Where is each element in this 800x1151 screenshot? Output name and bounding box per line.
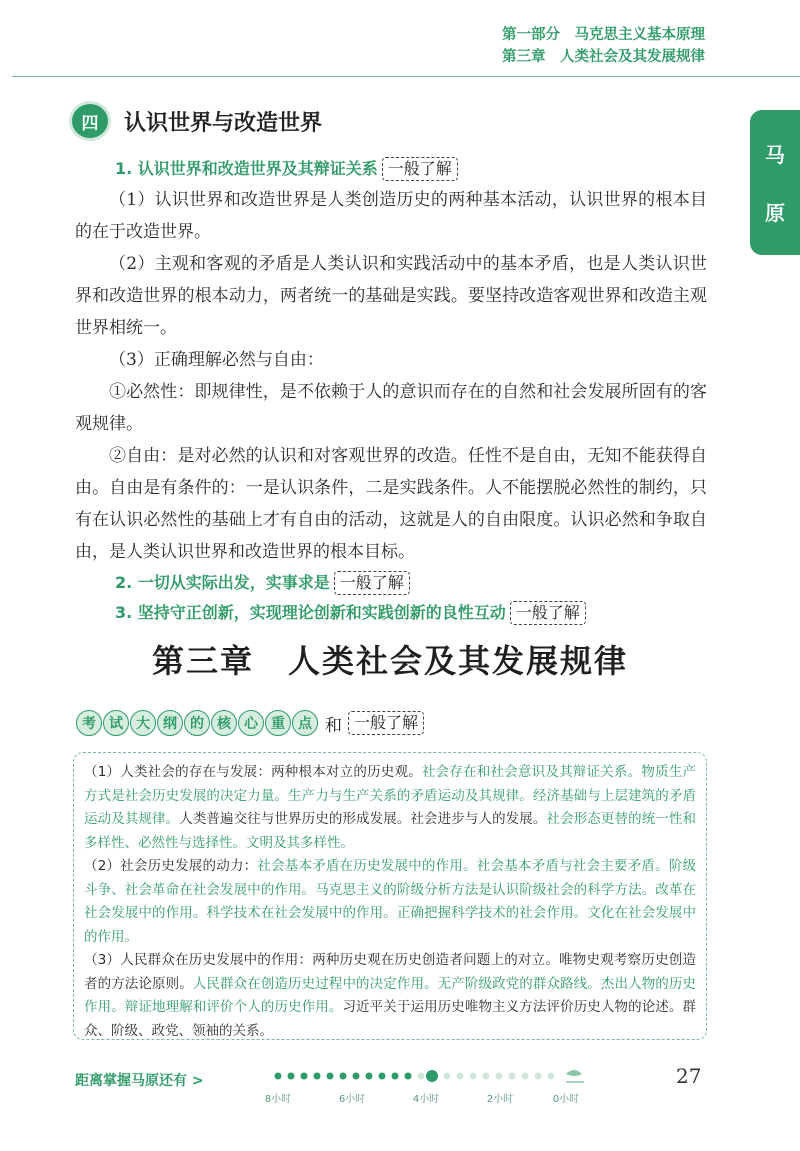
progress-dot [379,1073,386,1080]
level-badge: 一般了解 [334,571,410,595]
subheading-1-text: 1. 认识世界和改造世界及其辩证关系 [115,159,378,178]
level-badge: 一般了解 [382,157,458,181]
progress-label-2h: 2小时 [486,1094,514,1105]
syllabus-highlight: 人民群众在创造历史过程中的决定作用。无产阶级政党的群众路线。杰出人物的历史作用。辩证地理解和评价个人的历史作用。 [84,975,697,1015]
progress-dot [418,1073,425,1080]
section-title: 认识世界与改造世界 [124,110,323,136]
paragraph-3: （3）正确理解必然与自由： [109,350,324,370]
progress-label-6h: 6小时 [338,1094,366,1105]
side-tab-ma-yuan[interactable] [750,110,800,255]
outline-chip: 考 [76,710,102,736]
progress-dot [275,1073,282,1080]
syllabus-highlight: 社会形态更替的统一性和多样性、必然性与选择性。文明及其多样性。 [84,811,697,851]
progress-dot [496,1073,503,1080]
subheading-2-text: 2. 一切从实际出发，实事求是 [115,573,330,592]
outline-chip: 的 [184,710,210,736]
syllabus-item-2 [84,855,696,949]
progress-dot [301,1073,308,1080]
syllabus-text: （2）社会历史发展的动力： [84,858,258,874]
progress-dot [470,1073,477,1080]
section-number-badge: 四 [72,104,108,138]
outline-and: 和 [325,715,342,736]
subheading-1 [115,154,707,184]
progress-dot [444,1073,451,1080]
outline-chip: 核 [211,710,237,736]
page-number: 27 [676,1064,702,1088]
progress-dot [366,1073,373,1080]
progress-dot [509,1073,516,1080]
progress-dot [353,1073,360,1080]
paragraph-5: ②自由：是对必然的认识和对客观世界的改造。任性不是自由，无知不能获得自由。自由是有条件的：一是认识条件，二是实践条件。人不能摆脱必然性的制约，只有在认识必然性的基础上才有自由的活动，这就是人的自由限度。认识必然和争取自由，是人类认识世界和改造世界的根本目标。 [75,446,707,562]
progress-label-0h: 0小时 [552,1094,580,1105]
progress-label-8h: 8小时 [264,1094,292,1105]
running-header [502,24,705,68]
subheading-3 [115,598,707,628]
paragraph-2: （2）主观和客观的矛盾是人类认识和实践活动中的基本矛盾，也是人类认识世界和改造世界的根本动力，两者统一的基础是实践。要坚持改造客观世界和改造主观世界相统一。 [75,254,707,338]
outline-chip: 大 [130,710,156,736]
progress-dot [288,1073,295,1080]
progress-caption: 距离掌握马原还有 > [75,1073,204,1089]
outline-chip: 点 [292,710,318,736]
side-tab-char-2: 原 [765,201,785,226]
level-badge: 一般了解 [348,711,424,735]
syllabus-text: （3）人民群众在历史发展中的作用：两种历史观在历史创造者问题上的对立。唯物史观考察历史创造者的方法论原则。 [84,952,696,992]
syllabus-text: 习近平关于运用历史唯物主义方法评价历史人物的论述。群众、阶级、政党、领袖的关系。 [84,999,697,1039]
study-progress [266,1064,586,1114]
section-body [75,154,707,628]
progress-marker [426,1070,438,1082]
syllabus-text: （1）人类社会的存在与发展：两种根本对立的历史观。 [84,764,422,780]
progress-dot [483,1073,490,1080]
progress-dot [548,1073,555,1080]
progress-dot [535,1073,542,1080]
progress-dot [392,1073,399,1080]
outline-chip: 重 [265,710,291,736]
syllabus-item-3 [84,949,696,1043]
progress-dot [405,1073,412,1080]
progress-dot [522,1073,529,1080]
chapter-title: 第三章 人类社会及其发展规律 [151,642,628,680]
progress-dot [327,1073,334,1080]
progress-dot [314,1073,321,1080]
progress-dot [457,1073,464,1080]
progress-dot [340,1073,347,1080]
progress-track [266,1064,586,1088]
section-heading [72,104,322,138]
syllabus-highlight: 社会基本矛盾在历史发展中的作用。社会基本矛盾与社会主要矛盾。阶级斗争、社会革命在社会发展中的作用。马克思主义的阶级分析方法是认识阶级社会的科学方法。改革在社会发展中的作用。科学技术在社会发展中的作用。正确把握科学技术的社会作用。文化在社会发展中的作用。 [84,858,697,945]
syllabus-item-1 [84,761,696,855]
syllabus-highlight: 社会存在和社会意识及其辩证关系。物质生产方式是社会历史发展的决定力量。生产力与生产关系的矛盾运动及其规律。经济基础与上层建筑的矛盾运动及其规律。 [84,764,696,827]
outline-chip: 纲 [157,710,183,736]
header-divider [12,76,800,77]
subheading-3-text: 3. 坚持守正创新，实现理论创新和实践创新的良性互动 [115,603,506,622]
level-badge: 一般了解 [510,601,586,625]
paragraph-4: ①必然性：即规律性，是不依赖于人的意识而存在的自然和社会发展所固有的客观规律。 [75,382,707,434]
boat-icon [566,1070,582,1076]
paragraph-1: （1）认识世界和改造世界是人类创造历史的两种基本活动，认识世界的根本目的在于改造世界。 [75,190,707,242]
header-chapter: 第三章 人类社会及其发展规律 [502,49,705,65]
syllabus-text: 人类普遍交往与世界历史的形成发展。社会进步与人的发展。 [179,811,547,827]
outline-heading [76,710,424,736]
subheading-2 [115,568,707,598]
progress-label-4h: 4小时 [412,1094,440,1105]
outline-chip: 试 [103,710,129,736]
side-tab-char-1: 马 [765,142,785,167]
header-part: 第一部分 马克思主义基本原理 [502,27,705,43]
outline-chip: 心 [238,710,264,736]
syllabus-box [73,752,707,1040]
